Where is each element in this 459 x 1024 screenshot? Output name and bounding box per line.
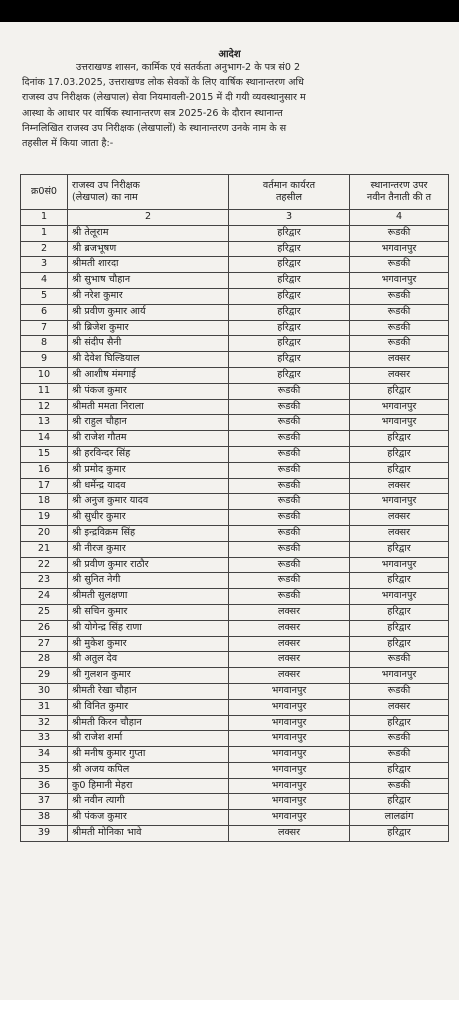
table-row [21,383,449,399]
current-tehsil-cell: भगवानपुर [229,683,350,699]
new-tehsil-cell: लक्सर [350,478,449,494]
table-row [21,257,449,273]
table-row [21,273,449,289]
name-cell: श्री राजेश शर्मा [68,731,229,747]
new-tehsil-cell: हरिद्वार [350,826,449,842]
name-cell: श्री प्रवीण कुमार आर्य [68,304,229,320]
serial-cell: 22 [21,557,68,573]
column-number: 4 [350,210,449,226]
column-header [350,175,449,210]
serial-cell: 14 [21,431,68,447]
name-cell: श्रीमती शारदा [68,257,229,273]
current-tehsil-cell: भगवानपुर [229,778,350,794]
column-number: 2 [68,210,229,226]
current-tehsil-cell: रूडकी [229,541,350,557]
name-cell: श्री प्रमोद कुमार [68,462,229,478]
new-tehsil-cell: हरिद्वार [350,462,449,478]
new-tehsil-cell: लक्सर [350,699,449,715]
new-tehsil-cell: हरिद्वार [350,604,449,620]
table-row [21,668,449,684]
serial-cell: 26 [21,620,68,636]
table-row [21,794,449,810]
serial-cell: 16 [21,462,68,478]
serial-cell: 36 [21,778,68,794]
current-tehsil-cell: हरिद्वार [229,352,350,368]
new-tehsil-cell: हरिद्वार [350,573,449,589]
serial-cell: 18 [21,494,68,510]
serial-cell: 39 [21,826,68,842]
new-tehsil-cell: रूडकी [350,257,449,273]
new-tehsil-cell: रूडकी [350,288,449,304]
document-title: आदेश [218,49,241,60]
table-row [21,525,449,541]
new-tehsil-cell: रूडकी [350,778,449,794]
current-tehsil-cell: हरिद्वार [229,225,350,241]
new-tehsil-cell: हरिद्वार [350,431,449,447]
name-cell: श्री सचिन कुमार [68,604,229,620]
name-cell: श्री नीरज कुमार [68,541,229,557]
current-tehsil-cell: रूडकी [229,510,350,526]
serial-cell: 1 [21,225,68,241]
table-row [21,367,449,383]
table-row [21,541,449,557]
current-tehsil-cell: हरिद्वार [229,367,350,383]
new-tehsil-cell: रूडकी [350,320,449,336]
current-tehsil-cell: लक्सर [229,620,350,636]
column-header-line: क्र0सं0 [30,186,58,197]
name-cell: श्री नवीन त्यागी [68,794,229,810]
paragraph-line: तहसील में किया जाता है:- [22,138,114,150]
serial-cell: 25 [21,604,68,620]
serial-cell: 34 [21,747,68,763]
serial-cell: 20 [21,525,68,541]
name-cell: श्री सुनित नेगी [68,573,229,589]
name-cell: श्रीमती रेखा चौहान [68,683,229,699]
new-tehsil-cell: भगवानपुर [350,668,449,684]
column-header-line: स्थानान्तरण उपर [370,180,428,191]
table-row [21,431,449,447]
current-tehsil-cell: रूडकी [229,446,350,462]
current-tehsil-cell: भगवानपुर [229,731,350,747]
current-tehsil-cell: हरिद्वार [229,320,350,336]
new-tehsil-cell: भगवानपुर [350,415,449,431]
serial-cell: 11 [21,383,68,399]
table-row [21,683,449,699]
new-tehsil-cell: लक्सर [350,510,449,526]
current-tehsil-cell: रूडकी [229,589,350,605]
new-tehsil-cell: हरिद्वार [350,383,449,399]
name-cell: श्री सुभाष चौहान [68,273,229,289]
table-row [21,826,449,842]
column-header [229,175,350,210]
name-cell: श्री इन्द्रविक्रम सिंह [68,525,229,541]
serial-cell: 27 [21,636,68,652]
table-row [21,731,449,747]
serial-cell: 4 [21,273,68,289]
current-tehsil-cell: रूडकी [229,415,350,431]
table-row [21,604,449,620]
new-tehsil-cell: हरिद्वार [350,636,449,652]
serial-cell: 7 [21,320,68,336]
name-cell: श्री राहुल चौहान [68,415,229,431]
new-tehsil-cell: हरिद्वार [350,620,449,636]
serial-cell: 15 [21,446,68,462]
current-tehsil-cell: हरिद्वार [229,257,350,273]
table-header-row [21,175,449,210]
name-cell: श्रीमती मोनिका भावे [68,826,229,842]
table-row [21,288,449,304]
name-cell: श्री योगेन्द्र सिंह राणा [68,620,229,636]
new-tehsil-cell: लक्सर [350,525,449,541]
name-cell: श्री नरेश कुमार [68,288,229,304]
serial-cell: 38 [21,810,68,826]
serial-cell: 3 [21,257,68,273]
new-tehsil-cell: रूडकी [350,683,449,699]
table-row [21,652,449,668]
column-header-line: नवीन तैनाती की त [366,192,432,203]
new-tehsil-cell: हरिद्वार [350,715,449,731]
table-row [21,352,449,368]
current-tehsil-cell: हरिद्वार [229,304,350,320]
paragraph-line: निम्नलिखित राजस्व उप निरीक्षक (लेखपालों) के स्थानान्तरण उनके नाम के स [22,122,287,134]
name-cell: श्रीमती सुलक्षणा [68,589,229,605]
serial-cell: 24 [21,589,68,605]
current-tehsil-cell: भगवानपुर [229,699,350,715]
current-tehsil-cell: भगवानपुर [229,762,350,778]
current-tehsil-cell: रूडकी [229,399,350,415]
table-row [21,462,449,478]
current-tehsil-cell: भगवानपुर [229,794,350,810]
serial-cell: 17 [21,478,68,494]
table-row [21,620,449,636]
table-row [21,573,449,589]
name-cell: श्री धर्मेन्द्र यादव [68,478,229,494]
transfer-table [20,174,449,842]
serial-cell: 31 [21,699,68,715]
new-tehsil-cell: रूडकी [350,304,449,320]
serial-cell: 5 [21,288,68,304]
name-cell: श्री मनीष कुमार गुप्ता [68,747,229,763]
column-number-row [21,210,449,226]
serial-cell: 32 [21,715,68,731]
table-row [21,399,449,415]
column-header-line: वर्तमान कार्यरत [262,180,316,191]
current-tehsil-cell: रूडकी [229,525,350,541]
serial-cell: 19 [21,510,68,526]
serial-cell: 33 [21,731,68,747]
name-cell: श्री पंकज कुमार [68,810,229,826]
new-tehsil-cell: भगवानपुर [350,241,449,257]
table-row [21,699,449,715]
current-tehsil-cell: रूडकी [229,431,350,447]
serial-cell: 2 [21,241,68,257]
new-tehsil-cell: हरिद्वार [350,446,449,462]
table-row [21,510,449,526]
current-tehsil-cell: लक्सर [229,826,350,842]
new-tehsil-cell: रूडकी [350,747,449,763]
new-tehsil-cell: रूडकी [350,652,449,668]
new-tehsil-cell: भगवानपुर [350,273,449,289]
table-row [21,478,449,494]
name-cell: श्री हरविन्दर सिंह [68,446,229,462]
current-tehsil-cell: हरिद्वार [229,336,350,352]
serial-cell: 28 [21,652,68,668]
name-cell: श्री राजेश गौतम [68,431,229,447]
current-tehsil-cell: रूडकी [229,383,350,399]
name-cell: श्री आशीष मंमगाई [68,367,229,383]
current-tehsil-cell: रूडकी [229,478,350,494]
column-number: 3 [229,210,350,226]
current-tehsil-cell: लक्सर [229,636,350,652]
new-tehsil-cell: रूडकी [350,225,449,241]
serial-cell: 21 [21,541,68,557]
table-row [21,320,449,336]
name-cell: श्री विनित कुमार [68,699,229,715]
current-tehsil-cell: रूडकी [229,494,350,510]
name-cell: श्री तेलूराम [68,225,229,241]
new-tehsil-cell: लक्सर [350,352,449,368]
paragraph-line: दिनांक 17.03.2025, उत्तराखण्ड लोक सेवकों के लिए वार्षिक स्थानान्तरण अधि [22,77,304,89]
name-cell: श्री पंकज कुमार [68,383,229,399]
name-cell: कु0 हिमानी मेहरा [68,778,229,794]
intro-paragraph [22,60,459,151]
column-header [21,175,68,210]
serial-cell: 10 [21,367,68,383]
name-cell: श्री मुकेश कुमार [68,636,229,652]
new-tehsil-cell: भगवानपुर [350,399,449,415]
table-row [21,778,449,794]
current-tehsil-cell: रूडकी [229,462,350,478]
column-header [68,175,229,210]
table-row [21,636,449,652]
name-cell: श्री ब्रजभूषण [68,241,229,257]
serial-cell: 9 [21,352,68,368]
new-tehsil-cell: भगवानपुर [350,589,449,605]
serial-cell: 23 [21,573,68,589]
bottom-margin [0,1000,459,1024]
table-row [21,494,449,510]
column-header-line: राजस्व उप निरीक्षक [72,180,140,191]
serial-cell: 8 [21,336,68,352]
name-cell: श्री अनुज कुमार यादव [68,494,229,510]
table-row [21,557,449,573]
current-tehsil-cell: हरिद्वार [229,273,350,289]
table-row [21,762,449,778]
column-header-line: (लेखपाल) का नाम [72,192,138,203]
paragraph-line: राजस्व उप निरीक्षक (लेखपाल) सेवा नियमावली-2015 में दी गयी व्यवस्थानुसार म [22,92,306,104]
new-tehsil-cell: रूडकी [350,731,449,747]
new-tehsil-cell: हरिद्वार [350,794,449,810]
new-tehsil-cell: लालढांग [350,810,449,826]
name-cell: श्री ब्रिजेश कुमार [68,320,229,336]
table-row [21,225,449,241]
name-cell: श्री अजय कपिल [68,762,229,778]
current-tehsil-cell: लक्सर [229,668,350,684]
name-cell: श्री अतुल देव [68,652,229,668]
table-row [21,446,449,462]
serial-cell: 30 [21,683,68,699]
serial-cell: 29 [21,668,68,684]
serial-cell: 35 [21,762,68,778]
name-cell: श्री प्रवीण कुमार राठौर [68,557,229,573]
paragraph-line: उत्तराखण्ड शासन, कार्मिक एवं सतर्कता अनुभाग-2 के पत्र सं0 2 [76,62,301,73]
column-header-line: तहसील [275,192,303,203]
current-tehsil-cell: रूडकी [229,573,350,589]
paragraph-line: आस्था के आधार पर वार्षिक स्थानान्तरण सत्र 2025-26 के दौरान स्थानान्त [22,107,283,119]
new-tehsil-cell: भगवानपुर [350,557,449,573]
new-tehsil-cell: हरिद्वार [350,762,449,778]
current-tehsil-cell: हरिद्वार [229,288,350,304]
current-tehsil-cell: हरिद्वार [229,241,350,257]
name-cell: श्री सुधीर कुमार [68,510,229,526]
column-number: 1 [21,210,68,226]
table-row [21,415,449,431]
current-tehsil-cell: भगवानपुर [229,715,350,731]
new-tehsil-cell: लक्सर [350,367,449,383]
table-row [21,589,449,605]
current-tehsil-cell: भगवानपुर [229,747,350,763]
name-cell: श्रीमती ममता निराला [68,399,229,415]
name-cell: श्री गुलशन कुमार [68,668,229,684]
serial-cell: 12 [21,399,68,415]
table-row [21,241,449,257]
current-tehsil-cell: लक्सर [229,604,350,620]
current-tehsil-cell: भगवानपुर [229,810,350,826]
table-row [21,810,449,826]
name-cell: श्री संदीप सैनी [68,336,229,352]
current-tehsil-cell: लक्सर [229,652,350,668]
new-tehsil-cell: हरिद्वार [350,541,449,557]
new-tehsil-cell: भगवानपुर [350,494,449,510]
serial-cell: 6 [21,304,68,320]
table-row [21,304,449,320]
table-row [21,715,449,731]
current-tehsil-cell: रूडकी [229,557,350,573]
serial-cell: 13 [21,415,68,431]
serial-cell: 37 [21,794,68,810]
new-tehsil-cell: रूडकी [350,336,449,352]
document-page [0,22,459,1000]
name-cell: श्रीमती किरन चौहान [68,715,229,731]
table-row [21,336,449,352]
table-row [21,747,449,763]
name-cell: श्री देवेश घिल्डियाल [68,352,229,368]
